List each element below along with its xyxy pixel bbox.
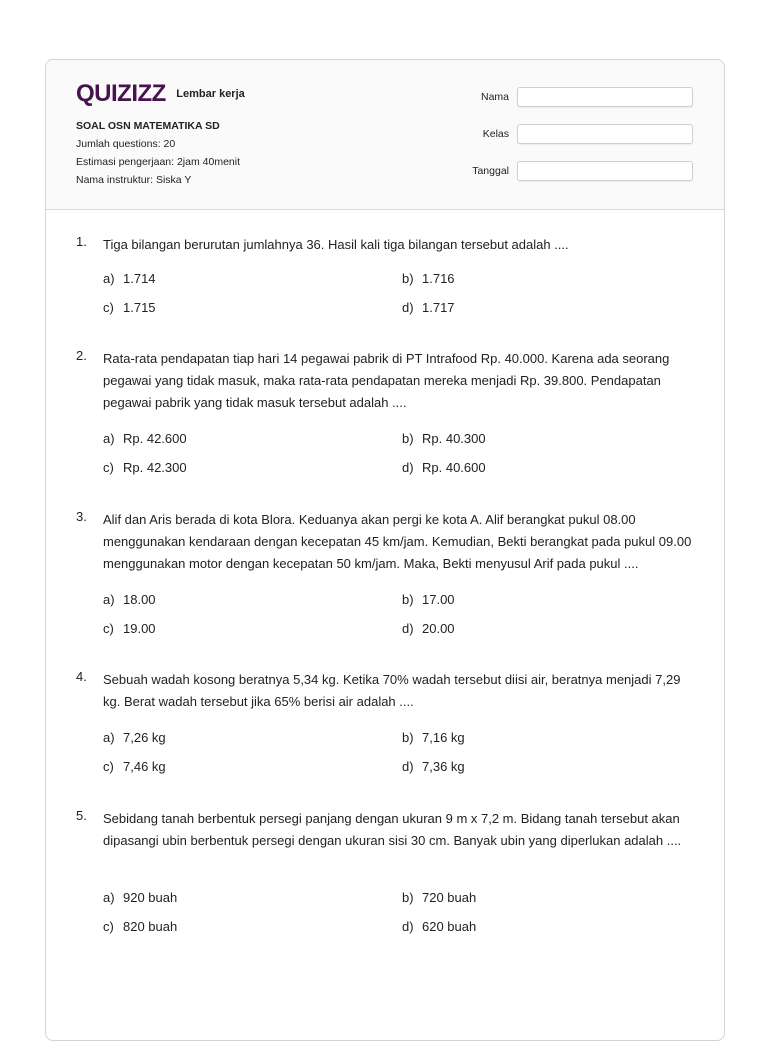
question-number: 2. (76, 348, 87, 363)
question-text: Alif dan Aris berada di kota Blora. Keduanya akan pergi ke kota A. Alif berangkat pukul 08.00 menggunakan kendaraan dengan kecepatan 45 km/jam. Kemudian, Bekti berangkat pada pukul 09.00 menggunakan motor dengan kecepatan 50 km/jam. Maka, Bekti menyusul Arif pada pukul .... (103, 512, 692, 571)
option-c (103, 919, 177, 934)
date-field[interactable] (517, 161, 693, 181)
question-number: 3. (76, 509, 87, 524)
option-label: b) (402, 890, 414, 905)
option-value: Rp. 42.300 (123, 460, 187, 475)
option-label: d) (402, 919, 414, 934)
option-value: Rp. 40.600 (422, 460, 486, 475)
name-field[interactable] (517, 87, 693, 107)
option-value: 18.00 (123, 592, 156, 607)
option-value: 7,26 kg (123, 730, 166, 745)
option-label: b) (402, 592, 414, 607)
option-value: 1.714 (123, 271, 156, 286)
instructor-name: Nama instruktur: Siska Y (76, 174, 192, 186)
option-value: 820 buah (123, 919, 178, 934)
option-c (103, 759, 166, 774)
option-label: a) (103, 431, 115, 446)
option-label: c) (103, 621, 114, 636)
worksheet-header (46, 60, 724, 210)
question-text: Sebidang tanah berbentuk persegi panjang dengan ukuran 9 m x 7,2 m. Bidang tanah tersebut akan dipasangi ubin berbentuk persegi dengan ukuran sisi 30 cm. Banyak ubin yang diperlukan adalah .... (103, 811, 682, 848)
option-a (103, 592, 156, 607)
option-label: c) (103, 919, 114, 934)
option-label: a) (103, 730, 115, 745)
worksheet-title: SOAL OSN MATEMATIKA SD (76, 120, 220, 132)
option-value: 920 buah (123, 890, 178, 905)
class-label: Kelas (482, 128, 509, 140)
quizizz-logo: QUIZIZZ (76, 80, 166, 107)
option-a (103, 730, 166, 745)
time-estimate: Estimasi pengerjaan: 2jam 40menit (76, 156, 241, 168)
option-label: b) (402, 431, 414, 446)
option-value: 7,16 kg (422, 730, 465, 745)
option-label: d) (402, 460, 414, 475)
option-label: a) (103, 890, 115, 905)
option-value: 7,36 kg (422, 759, 465, 774)
option-d (402, 300, 455, 315)
option-label: c) (103, 460, 114, 475)
date-label: Tanggal (472, 165, 509, 177)
option-label: d) (402, 621, 414, 636)
option-b (402, 431, 486, 446)
option-value: 20.00 (422, 621, 455, 636)
option-a (103, 431, 187, 446)
option-label: b) (402, 730, 414, 745)
option-b (402, 592, 455, 607)
option-value: 1.716 (422, 271, 455, 286)
option-label: c) (103, 300, 114, 315)
option-value: Rp. 42.600 (123, 431, 187, 446)
question-count: Jumlah questions: 20 (76, 138, 176, 150)
option-label: c) (103, 759, 114, 774)
worksheet (45, 59, 725, 1041)
option-value: 17.00 (422, 592, 455, 607)
option-label: d) (402, 300, 414, 315)
option-value: 720 buah (422, 890, 477, 905)
question-number: 4. (76, 669, 87, 684)
option-c (103, 460, 187, 475)
class-field[interactable] (517, 124, 693, 144)
worksheet-subtitle: Lembar kerja (176, 88, 245, 100)
question-number: 5. (76, 808, 87, 823)
name-label: Nama (480, 91, 509, 103)
option-label: a) (103, 592, 115, 607)
question-number: 1. (76, 234, 87, 249)
option-label: b) (402, 271, 414, 286)
option-value: Rp. 40.300 (422, 431, 486, 446)
option-b (402, 890, 476, 905)
question-text: Rata-rata pendapatan tiap hari 14 pegawai pabrik di PT Intrafood Rp. 40.000. Karena ada seorang pegawai yang tidak masuk, maka rata-rata pendapatan mereka menjadi Rp. 39.800. Pendapatan pegawai pabrik yang tidak masuk tersebut adalah .... (103, 351, 670, 410)
option-value: 1.717 (422, 300, 455, 315)
option-c (103, 621, 156, 636)
option-value: 1.715 (123, 300, 156, 315)
option-d (402, 460, 486, 475)
option-d (402, 919, 476, 934)
option-b (402, 271, 455, 286)
option-value: 19.00 (123, 621, 156, 636)
option-c (103, 300, 156, 315)
option-d (402, 621, 455, 636)
question-text: Tiga bilangan berurutan jumlahnya 36. Hasil kali tiga bilangan tersebut adalah .... (103, 237, 569, 252)
option-label: d) (402, 759, 414, 774)
option-value: 620 buah (422, 919, 477, 934)
option-d (402, 759, 465, 774)
logo-row (76, 80, 245, 108)
option-a (103, 271, 156, 286)
option-b (402, 730, 465, 745)
option-a (103, 890, 177, 905)
question-text: Sebuah wadah kosong beratnya 5,34 kg. Ketika 70% wadah tersebut diisi air, beratnya menjadi 7,29 kg. Berat wadah tersebut jika 65% berisi air adalah .... (103, 672, 681, 709)
option-value: 7,46 kg (123, 759, 166, 774)
option-label: a) (103, 271, 115, 286)
